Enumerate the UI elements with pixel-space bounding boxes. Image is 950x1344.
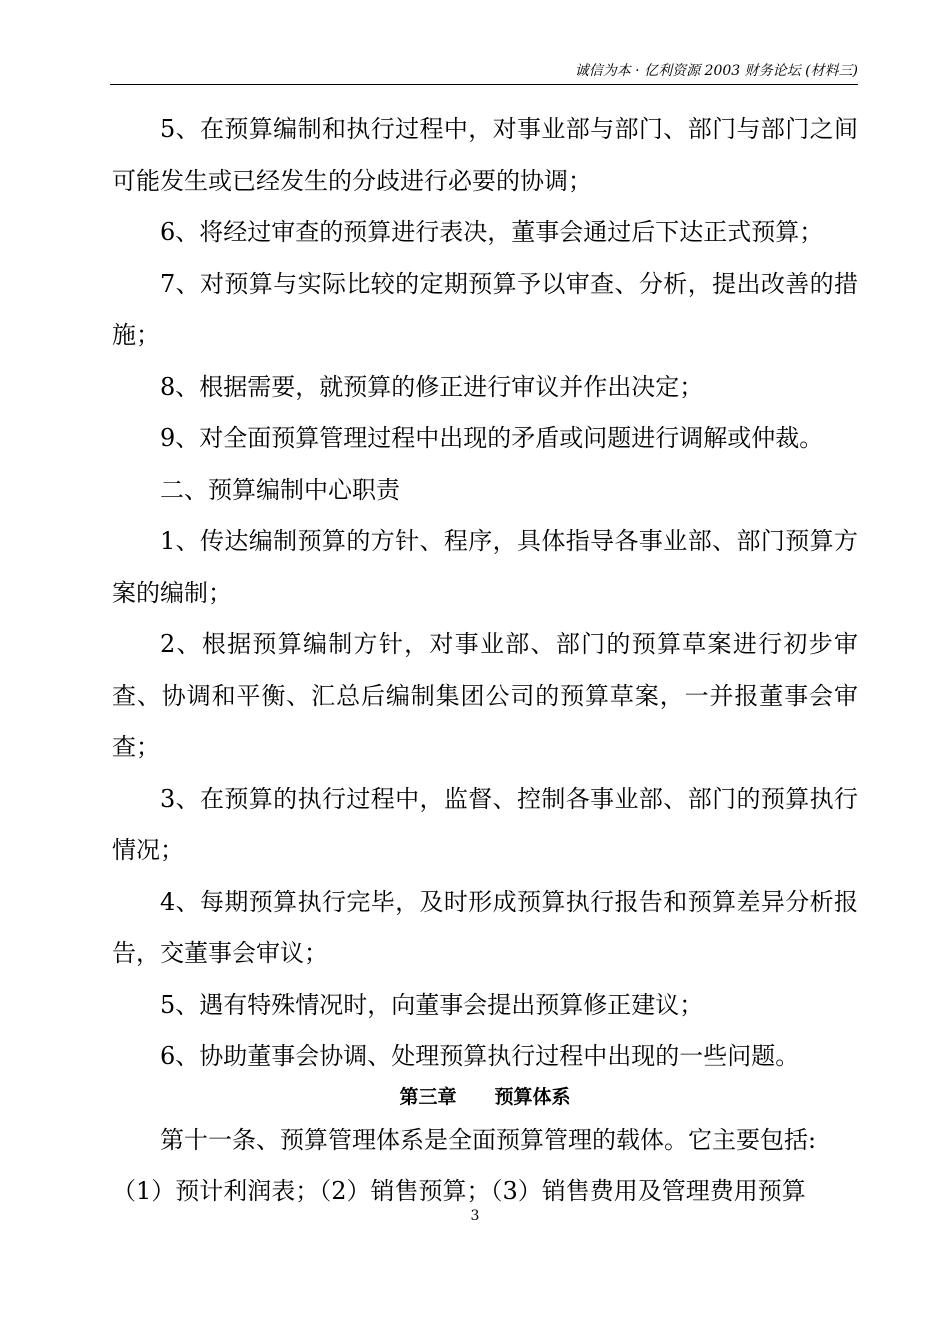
paragraph: 7、对预算与实际比较的定期预算予以审查、分析，提出改善的措施；: [112, 269, 858, 349]
paragraph: （1）预计利润表；（2）销售预算；（3）销售费用及管理费用预算: [112, 1177, 806, 1205]
document-body: [112, 104, 858, 1218]
chapter-title: 预算体系: [494, 1085, 571, 1108]
paragraph: 9、对全面预算管理过程中出现的矛盾或问题进行调解或仲裁。: [160, 424, 824, 452]
paragraph: 2、根据预算编制方针，对事业部、部门的预算草案进行初步审查、协调和平衡、汇总后编制集团公司的预算草案，一并报董事会审查；: [112, 630, 858, 761]
paragraph: 1、传达编制预算的方针、程序，具体指导各事业部、部门预算方案的编制；: [112, 527, 858, 607]
page-number: 3: [470, 1208, 480, 1224]
paragraph: 6、协助董事会协调、处理预算执行过程中出现的一些问题。: [160, 1042, 800, 1070]
paragraph: 5、在预算编制和执行过程中，对事业部与部门、部门与部门之间可能发生或已经发生的分歧进行必要的协调；: [112, 115, 858, 195]
chapter-heading: [112, 1083, 858, 1111]
section-heading: 二、预算编制中心职责: [160, 475, 400, 504]
running-header: 诚信为本 · 亿利资源 2003 财务论坛 (材料三): [574, 63, 858, 79]
paragraph: 第十一条、预算管理体系是全面预算管理的载体。它主要包括:: [160, 1125, 817, 1154]
paragraph: 3、在预算的执行过程中，监督、控制各事业部、部门的预算执行情况；: [112, 784, 858, 864]
paragraph: 6、将经过审查的预算进行表决，董事会通过后下达正式预算；: [160, 218, 824, 246]
paragraph: 4、每期预算执行完毕，及时形成预算执行报告和预算差异分析报告，交董事会审议；: [112, 887, 858, 967]
header-rule: [110, 84, 858, 85]
paragraph: 8、根据需要，就预算的修正进行审议并作出决定；: [160, 372, 704, 401]
chapter-number: 第三章: [399, 1085, 457, 1108]
paragraph: 5、遇有特殊情况时，向董事会提出预算修正建议；: [160, 990, 704, 1019]
